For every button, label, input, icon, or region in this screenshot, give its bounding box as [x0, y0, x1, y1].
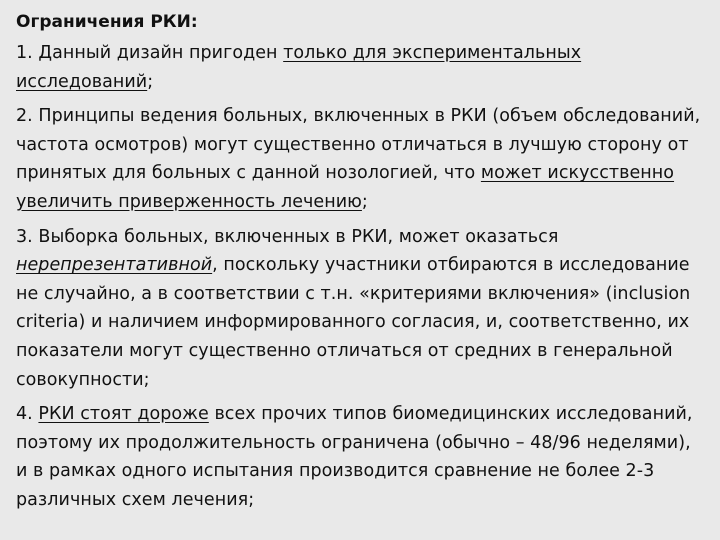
underlined-text: только для экспериментальных исследований — [16, 43, 582, 92]
paragraph-1 — [16, 39, 704, 96]
slide-title: Ограничения РКИ: — [16, 12, 198, 32]
paragraph-2 — [16, 102, 704, 216]
text-span: 2. Принципы ведения больных, включенных в РКИ (объем обследований, частота осмотров) могут существенно отличаться в лучшую сторону от принятых для больных с данной нозологией, что — [16, 106, 701, 184]
text-span: 4. — [16, 404, 39, 425]
text-span: ; — [147, 71, 154, 92]
underlined-text: может искусственно увеличить приверженность лечению — [16, 163, 675, 212]
text-span: всех прочих типов биомедицинских исследований, поэтому их продолжительность ограничена (обычно – 48/96 неделями), и в рамках одного испытания производится сравнение не более 2-3 различных схем лечения; — [16, 404, 693, 510]
underlined-italic-text: нерепрезентативной — [16, 255, 213, 276]
text-span: ; — [361, 191, 368, 212]
text-span: , поскольку участники отбираются в исследование не случайно, а в соответствии с т.н. «критериями включения» (inclusion criteria) и наличием информированного согласия, и, соответственно, их показатели могут существенно отличаться от средних в генеральной совокупности; — [16, 255, 691, 390]
underlined-text: РКИ стоят дороже — [38, 404, 209, 425]
paragraph-3 — [16, 223, 704, 395]
text-span: 3. Выборка больных, включенных в РКИ, может оказаться — [16, 226, 559, 247]
paragraph-4 — [16, 400, 704, 514]
text-span: 1. Данный дизайн пригоден — [16, 43, 284, 63]
